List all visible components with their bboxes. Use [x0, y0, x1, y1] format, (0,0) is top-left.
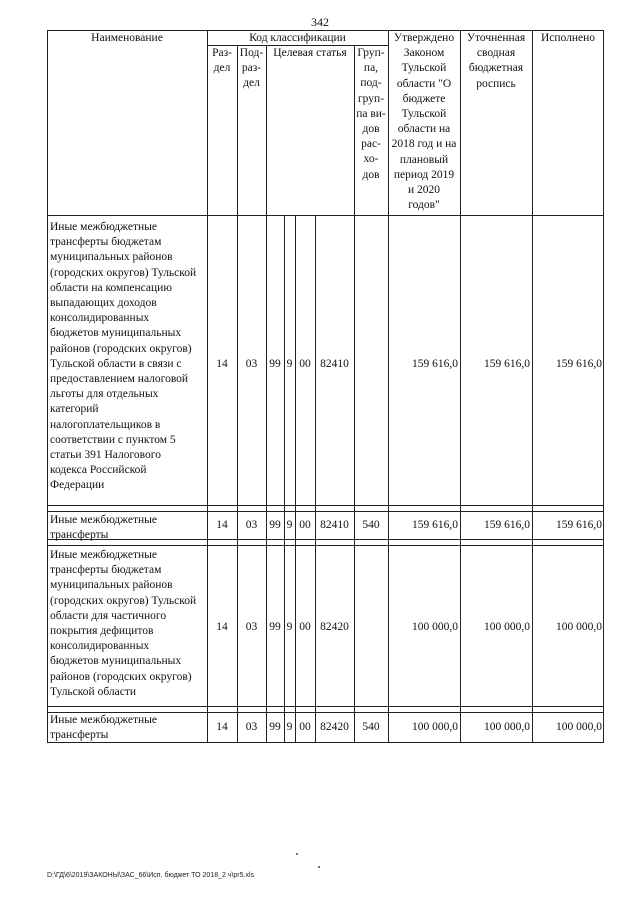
- cell-razdel: 14: [216, 519, 228, 531]
- cell-refined: 159 616,0: [484, 519, 530, 531]
- cell-podrazdel: 03: [245, 721, 258, 733]
- cell-target-direction: 82420: [320, 621, 349, 633]
- row-name: Иные межбюджетные трансферты бюджетам муниципальных районов (городских округов) Тульской области для частичного покрытия дефицитов консолидированных бюджетов муниципальных районов (городских округов) Тульской области: [50, 549, 197, 698]
- cell-target-subprogram: 9: [286, 519, 293, 531]
- header-approved: Утверждено Законом Тульской области "О бюджете Тульской области на 2018 год и на плановый период 2019 и 2020 годов": [391, 32, 457, 212]
- cell-approved: 159 616,0: [412, 358, 458, 370]
- cell-executed: 100 000,0: [556, 621, 602, 633]
- budget-table: [47, 30, 604, 743]
- header-target-article: Целевая статья: [273, 47, 347, 59]
- header-razdel: Раз- дел: [212, 47, 232, 75]
- cell-target-program: 99: [269, 519, 281, 531]
- cell-approved: 100 000,0: [412, 721, 458, 733]
- cell-razdel: 14: [216, 358, 228, 370]
- header-name: Наименование: [91, 32, 163, 44]
- cell-refined: 159 616,0: [484, 358, 530, 370]
- cell-podrazdel: 03: [245, 358, 258, 370]
- cell-target-direction: 82410: [320, 519, 349, 531]
- cell-target-subprogram: 9: [286, 621, 293, 633]
- cell-target-program: 99: [269, 358, 281, 370]
- cell-podrazdel: 03: [245, 519, 258, 531]
- cell-expense-group: 540: [362, 519, 380, 531]
- file-path-footer: D:\ГД\6\2019\ЗАКОНЫ\ЗАС_66\Исп. бюджет ТО 2018_2 ч\pr5.xls: [47, 872, 255, 879]
- cell-expense-group: 540: [362, 721, 380, 733]
- header-expense-group: Груп- па, под- груп- па ви- дов рас- хо- дов: [356, 47, 386, 181]
- cell-target-activity: 00: [299, 519, 311, 531]
- cell-target-program: 99: [269, 621, 281, 633]
- cell-razdel: 14: [216, 621, 228, 633]
- cell-target-direction: 82420: [320, 721, 349, 733]
- scan-speck: [296, 853, 298, 855]
- row-name: Иные межбюджетные трансферты: [50, 714, 157, 742]
- header-executed: Исполнено: [540, 32, 596, 44]
- cell-target-activity: 00: [299, 621, 311, 633]
- cell-target-subprogram: 9: [286, 721, 293, 733]
- cell-podrazdel: 03: [245, 621, 258, 633]
- cell-razdel: 14: [216, 721, 228, 733]
- scan-speck: [318, 866, 320, 868]
- cell-approved: 100 000,0: [412, 621, 458, 633]
- cell-executed: 159 616,0: [556, 519, 602, 531]
- row-name: Иные межбюджетные трансферты бюджетам муниципальных районов (городских округов) Тульской области на компенсацию выпадающих доходов консолидированных бюджетов муниципальных районов (городских округов) Тульской области в связи с предоставлением налоговой льготы для отдельных категорий налогоплательщиков в соответствии с пунктом 5 статьи 391 Налогового кодекса Российской Федерации: [50, 221, 197, 492]
- cell-target-activity: 00: [299, 358, 311, 370]
- cell-target-subprogram: 9: [286, 358, 293, 370]
- cell-approved: 159 616,0: [412, 519, 458, 531]
- cell-executed: 100 000,0: [556, 721, 602, 733]
- header-podrazdel: Под- раз- дел: [239, 47, 264, 90]
- cell-target-program: 99: [269, 721, 281, 733]
- cell-refined: 100 000,0: [484, 721, 530, 733]
- page-number: 342: [311, 15, 329, 29]
- cell-executed: 159 616,0: [556, 358, 602, 370]
- cell-target-activity: 00: [299, 721, 311, 733]
- cell-refined: 100 000,0: [484, 621, 530, 633]
- row-name: Иные межбюджетные трансферты: [50, 514, 157, 542]
- cell-target-direction: 82410: [320, 358, 349, 370]
- header-refined-list: Уточненная сводная бюджетная роспись: [466, 32, 526, 90]
- header-classification-code: Код классификации: [249, 32, 346, 44]
